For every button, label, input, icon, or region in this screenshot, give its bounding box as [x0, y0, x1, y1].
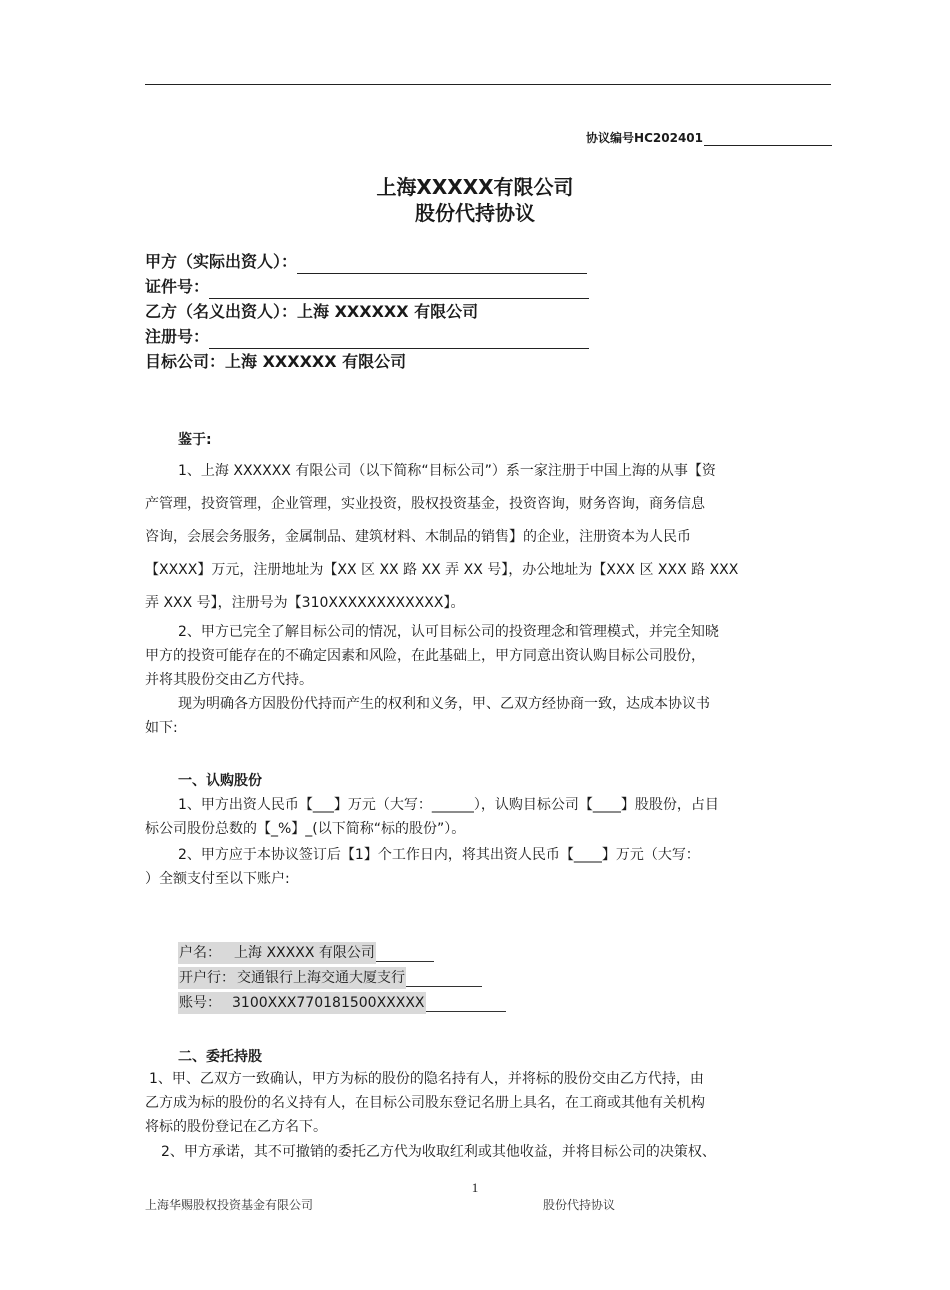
- party-b: 乙方（名义出资人）：上海 XXXXXX 有限公司: [145, 302, 479, 321]
- account-name-underline: [376, 945, 434, 962]
- party-a-blank: [297, 255, 587, 274]
- preamble: [145, 692, 831, 740]
- section-1-clause-2: [145, 843, 831, 891]
- account-name-label: 户名：: [178, 942, 222, 964]
- section-2-clause-1: [145, 1067, 831, 1139]
- footer-company: 上海华赐股权投资基金有限公司: [145, 1198, 314, 1212]
- text-line: 产管理，投资管理，企业管理，实业投资，股权投资基金，投资咨询，财务咨询，商务信息: [145, 496, 705, 512]
- account-number-label: 账号：: [178, 992, 222, 1014]
- whereas-item-1: [145, 455, 831, 620]
- text-line: 标公司股份总数的【_%】_(以下简称“标的股份”）。: [145, 821, 466, 837]
- text-line: 将标的股份登记在乙方名下。: [145, 1119, 327, 1135]
- page-number: 1: [471, 1180, 479, 1195]
- party-a-line: [145, 250, 587, 274]
- text-line: 1、甲方出资人民币【___】万元（大写：______），认购目标公司【____】股股份，占目: [178, 797, 719, 813]
- text-line: 咨询，会展会务服务，金属制品、建筑材料、木制品的销售】的企业，注册资本为人民币: [145, 529, 691, 545]
- header-rule: [145, 84, 831, 85]
- section-2-clause-2: [145, 1140, 831, 1164]
- text-line: ）全额支付至以下账户:: [145, 871, 290, 887]
- account-name-value: 上海 XXXXX 有限公司: [222, 942, 376, 964]
- account-number-row: [178, 992, 506, 1014]
- whereas-label: 鉴于:: [178, 432, 212, 448]
- text-line: 甲方的投资可能存在的不确定因素和风险，在此基础上，甲方同意出资认购目标公司股份，: [145, 648, 705, 664]
- text-line: 并将其股份交由乙方代持。: [145, 672, 313, 688]
- whereas-item-2: [145, 620, 831, 692]
- account-bank-underline: [406, 970, 482, 987]
- text-line: 现为明确各方因股份代持而产生的权利和义务，甲、乙双方经协商一致，达成本协议书: [178, 696, 710, 712]
- section-1-clause-1: [145, 793, 831, 841]
- account-bank-row: [178, 967, 482, 989]
- text-line: 弄 XXX 号】，注册号为【310XXXXXXXXXXXX】。: [145, 595, 465, 611]
- account-number-value: 3100XXX770181500XXXXX: [222, 992, 426, 1014]
- footer-doc-title: 股份代持协议: [543, 1198, 616, 1212]
- party-a-id-blank: [209, 280, 589, 299]
- document-title: 股份代持协议: [415, 201, 535, 225]
- text-line: 2、甲方应于本协议签订后【1】个工作日内，将其出资人民币【____】万元（大写：: [178, 847, 700, 863]
- account-number-underline: [426, 995, 506, 1012]
- document-title-company: 上海XXXXX有限公司: [376, 175, 574, 199]
- party-a-id-line: [145, 275, 589, 299]
- text-line: 如下:: [145, 720, 178, 736]
- target-company: 目标公司：上海 XXXXXX 有限公司: [145, 352, 407, 371]
- text-line: 1、甲、乙双方一致确认，甲方为标的股份的隐名持有人，并将标的股份交由乙方代持，由: [149, 1071, 704, 1087]
- party-a-label: 甲方（实际出资人）：: [145, 252, 298, 271]
- party-b-reg-label: 注册号：: [145, 327, 210, 346]
- section-2-heading: 二、委托持股: [178, 1049, 262, 1065]
- text-line: 1、上海 XXXXXX 有限公司（以下简称“目标公司”）系一家注册于中国上海的从事【资: [178, 463, 716, 479]
- party-a-id-label: 证件号：: [145, 277, 210, 296]
- account-name-row: [178, 942, 434, 964]
- text-line: 【XXXX】万元，注册地址为【XX 区 XX 路 XX 弄 XX 号】，办公地址为【XXX 区 XXX 路 XXX: [145, 562, 739, 578]
- account-bank-value: 交通银行上海交通大厦支行: [236, 967, 406, 989]
- section-1-heading: 一、认购股份: [178, 773, 262, 789]
- agreement-number-blank: [704, 132, 832, 146]
- text-line: 乙方成为标的股份的名义持有人，在目标公司股东登记名册上具名，在工商或其他有关机构: [145, 1095, 705, 1111]
- text-line: 2、甲方承诺，其不可撤销的委托乙方代为收取红利或其他收益，并将目标公司的决策权、: [161, 1144, 716, 1160]
- agreement-number: [586, 129, 832, 146]
- text-line: 2、甲方已完全了解目标公司的情况，认可目标公司的投资理念和管理模式，并完全知晓: [178, 624, 719, 640]
- party-b-reg-blank: [209, 330, 589, 349]
- account-bank-label: 开户行：: [178, 967, 236, 989]
- party-b-reg-line: [145, 325, 589, 349]
- agreement-number-label: 协议编号HC202401: [586, 131, 703, 145]
